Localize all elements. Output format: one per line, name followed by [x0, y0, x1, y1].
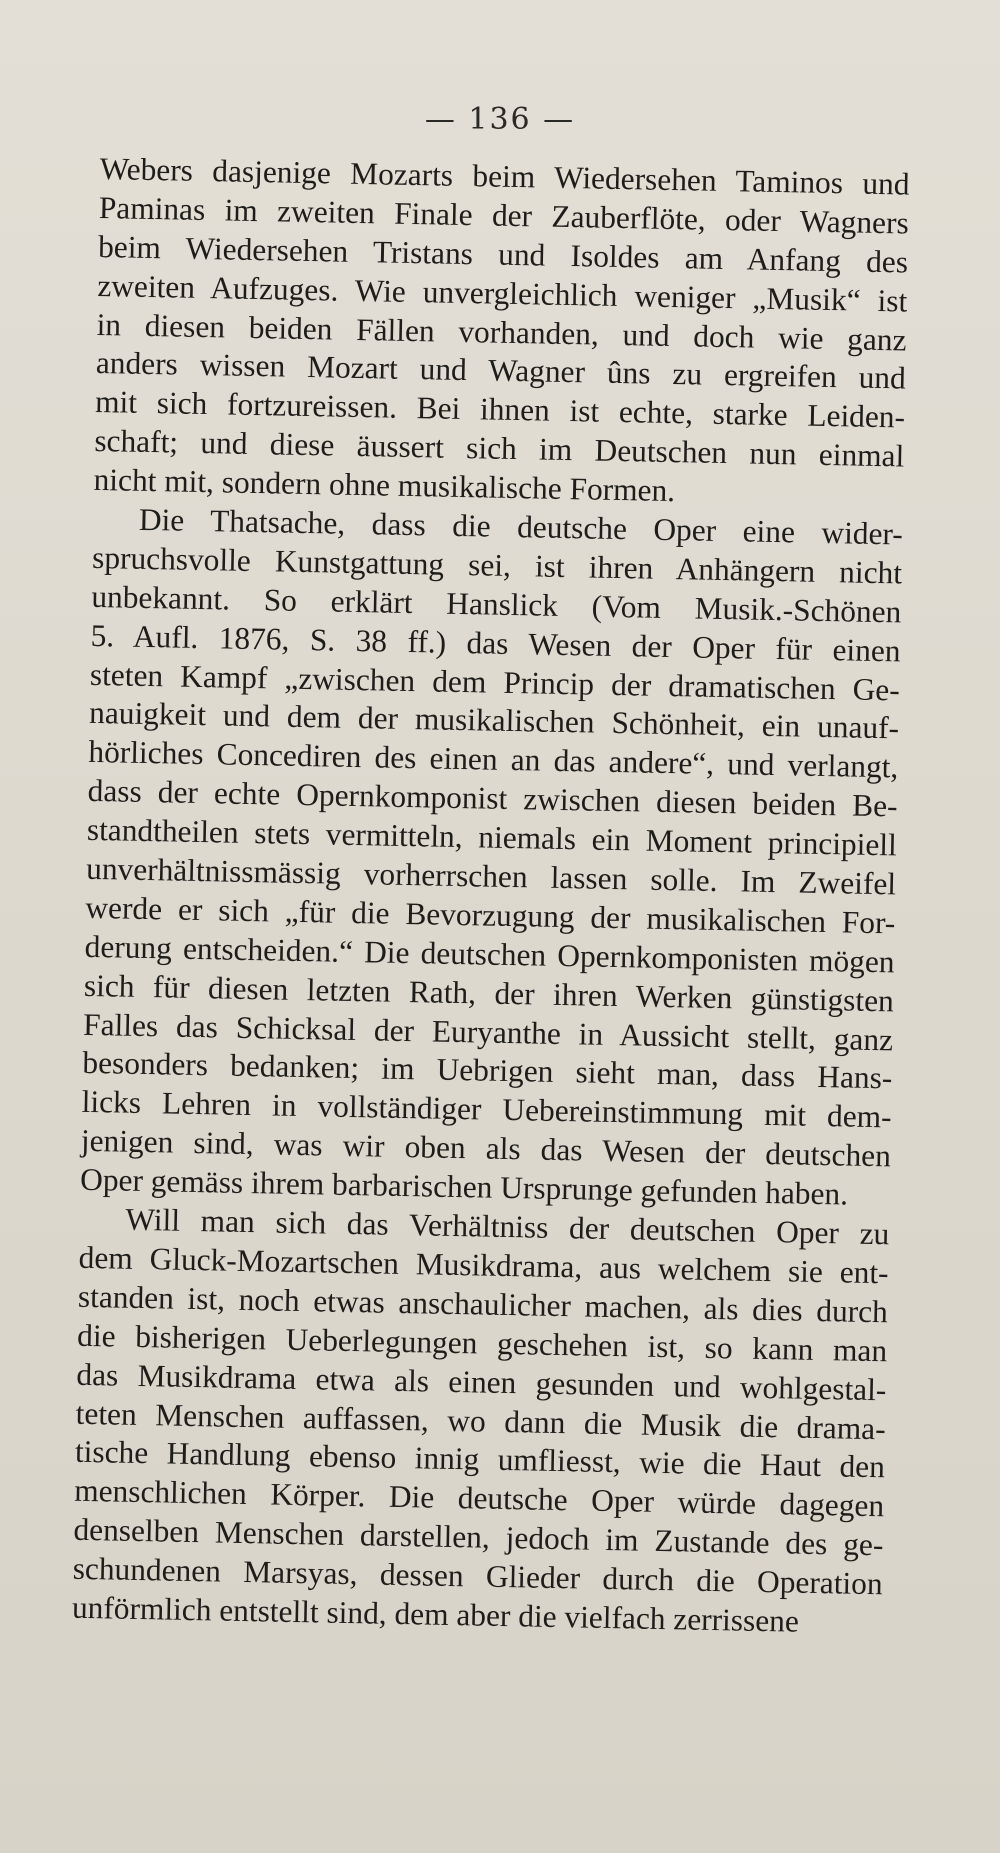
- text-line: sich für diesen letzten Rath, der ihren Werken günstigsten: [83, 967, 895, 1019]
- text-line: denselben Menschen darstellen, jedoch im Zustande des ge-: [73, 1511, 884, 1563]
- text-line: dass der echte Opernkomponist zwischen diesen beiden Be-: [87, 773, 898, 824]
- text-line: werde er sich „für die Bevorzugung der musikalischen For-: [85, 889, 896, 941]
- text-line: steten Kampf „zwischen dem Princip der dramatischen Ge-: [89, 656, 901, 708]
- text-line: in diesen beiden Fällen vorhanden, und doch wie ganz: [96, 306, 907, 358]
- page-number: — 136 —: [424, 102, 576, 137]
- text-line: schaft; und diese äussert sich im Deutschen nun einmal: [94, 423, 905, 474]
- text-line: 5. Aufl. 1876, S. 38 ff.) das Wesen der Oper für einen: [90, 617, 901, 669]
- text-line: licks Lehren in vollständiger Uebereinstimmung mit dem-: [81, 1084, 892, 1135]
- text-line: teten Menschen auffassen, wo dann die Musik die drama-: [75, 1395, 886, 1446]
- text-line: Webers dasjenige Mozarts beim Wiedersehen Taminos und: [99, 150, 910, 202]
- text-line: dem Gluck-Mozartschen Musikdrama, aus welchem sie ent-: [78, 1239, 889, 1291]
- text-line: tische Handlung ebenso innig umfliesst, wie die Haut den: [74, 1434, 886, 1485]
- text-line: unbekannt. So erklärt Hanslick (Vom Musik.-Schönen: [91, 578, 902, 630]
- text-line: nicht mit, sondern ohne musikalische Formen.: [93, 462, 676, 509]
- text-line: unverhältnissmässig vorherrschen lassen solle. Im Zweifel: [85, 850, 897, 902]
- text-line: das Musikdrama etwa als einen gesunden und wohlgestal-: [76, 1356, 887, 1407]
- text-line: nauigkeit und dem der musikalischen Schönheit, ein unauf-: [88, 695, 900, 746]
- text-line: hörliches Concediren des einen an das andere“, und verlangt,: [88, 734, 899, 785]
- text-line: menschlichen Körper. Die deutsche Oper würde dagegen: [73, 1473, 885, 1524]
- text-line: Will man sich das Verhältniss der deutschen Oper zu: [125, 1201, 890, 1252]
- text-line: beim Wiedersehen Tristans und Isoldes am Anfang des: [97, 228, 909, 280]
- text-line: derung entscheiden.“ Die deutschen Opernkomponisten mögen: [84, 928, 895, 980]
- text-line: Oper gemäss ihrem barbarischen Ursprunge gefunden haben.: [79, 1161, 849, 1212]
- text-line: jenigen sind, was wir oben als das Wesen der deutschen: [80, 1123, 892, 1174]
- text-line: besonders bedanken; im Uebrigen sieht man, dass Hans-: [82, 1045, 893, 1096]
- text-line: anders wissen Mozart und Wagner ûns zu ergreifen und: [95, 345, 907, 396]
- text-line: die bisherigen Ueberlegungen geschehen ist, so kann man: [76, 1317, 888, 1369]
- text-line: Paminas im zweiten Finale der Zauberflöte, oder Wagners: [98, 189, 910, 241]
- text-line: standtheilen stets vermitteln, niemals ein Moment principiell: [86, 812, 898, 863]
- text-line: unförmlich entstellt sind, dem aber die vielfach zerrissene: [71, 1589, 800, 1639]
- text-line: Die Thatsache, dass die deutsche Oper eine wider-: [138, 501, 904, 552]
- text-line: schundenen Marsyas, dessen Glieder durch die Operation: [72, 1550, 883, 1602]
- text-line: Falles das Schicksal der Euryanthe in Aussicht stellt, ganz: [82, 1006, 894, 1057]
- text-line: mit sich fortzureissen. Bei ihnen ist echte, starke Leiden-: [94, 384, 906, 435]
- text-line: standen ist, noch etwas anschaulicher machen, als dies durch: [77, 1278, 889, 1330]
- text-line: spruchsvolle Kunstgattung sei, ist ihren Anhängern nicht: [91, 539, 903, 591]
- body-text: [72, 150, 910, 1643]
- text-line: zweiten Aufzuges. Wie unvergleichlich weniger „Musik“ ist: [97, 267, 908, 319]
